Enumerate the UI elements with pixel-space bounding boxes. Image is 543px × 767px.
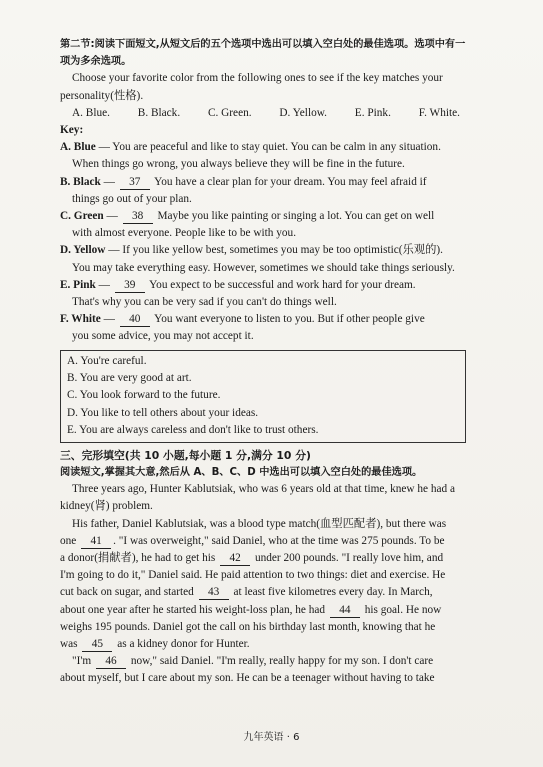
passage-text: about one year after he started his weight-loss plan, he had: [60, 603, 326, 616]
key-a-text: — You are peaceful and like to stay quiet. You can be calm in any situation.: [95, 141, 441, 154]
key-c-line-1: [60, 208, 466, 225]
key-c-dash: —: [103, 210, 121, 223]
passage-text: one: [60, 534, 77, 547]
color-option-d: D. Yellow.: [279, 106, 327, 119]
key-e-head: E. Pink: [60, 278, 96, 291]
blank-45: 45: [82, 638, 112, 652]
key-e-line-2: That's why you can be very sad if you can't do things well.: [72, 296, 337, 309]
exam-content: [60, 36, 466, 688]
color-options: [60, 105, 466, 122]
color-option-e: E. Pink.: [354, 106, 391, 119]
passage-text: his goal. He now: [364, 603, 442, 616]
passage-p2-line-2: [60, 533, 466, 550]
key-b-line-1: [60, 174, 466, 191]
key-c-text: Maybe you like painting or singing a lot. You can get on well: [154, 210, 435, 223]
passage-p1-line-1: Three years ago, Hunter Kablutsiak, who was 6 years old at that time, knew he had a: [72, 483, 456, 496]
passage-text: under 200 pounds. "I really love him, and: [254, 551, 444, 564]
key-d-line-2: You may take everything easy. However, sometimes we should take things seriously.: [72, 261, 455, 274]
key-e-line-1: [60, 277, 466, 294]
passage-p1-line-2: kidney(肾) problem.: [60, 500, 153, 513]
color-option-b: B. Black.: [137, 106, 181, 119]
passage-text: as a kidney donor for Hunter.: [117, 637, 250, 650]
key-c-head: C. Green: [60, 210, 104, 223]
key-b-line-2: things go out of your plan.: [72, 192, 192, 205]
page-footer: 九年英语 · 6: [243, 732, 300, 743]
blank-44: 44: [330, 604, 360, 618]
passage-p3-line-2: about myself, but I care about my son. He can be a teenager without having to take: [60, 672, 435, 685]
key-d-line-1: [60, 242, 466, 259]
color-option-c: C. Green.: [207, 106, 252, 119]
passage-text: was: [60, 637, 78, 650]
passage-p2-line-6: [60, 602, 466, 619]
blank-40: 40: [120, 313, 150, 327]
section2-title-cont: 项为多余选项。: [60, 56, 132, 68]
blank-39: 39: [115, 279, 145, 293]
key-b-dash: —: [100, 175, 118, 188]
key-label: Key:: [60, 124, 84, 137]
key-f-head: F. White: [60, 313, 101, 326]
passage-text: "I'm: [72, 655, 92, 668]
section3-title: 三、完形填空(共 10 小题,每小题 1 分,满分 10 分): [60, 448, 311, 462]
passage-p2-line-3: [60, 550, 466, 567]
key-d-text: — If you like yellow best, sometimes you may be too optimistic(乐观的).: [105, 244, 444, 257]
key-a-head: A. Blue: [60, 141, 96, 154]
passage-p2-line-4: I'm going to do it," Daniel said. He paid attention to two things: diet and exercise. He: [60, 569, 446, 582]
key-f-dash: —: [100, 313, 118, 326]
blank-38: 38: [123, 210, 153, 224]
section3-instruction: 阅读短文,掌握其大意,然后从 A、B、C、D 中选出可以填入空白处的最佳选项。: [60, 466, 423, 478]
answer-option-e: E. You are always careless and don't like to trust others.: [67, 424, 319, 437]
intro-line-1: Choose your favorite color from the following ones to see if the key matches your: [72, 72, 443, 85]
key-f-text: You want everyone to listen to you. But if other people give: [151, 313, 425, 326]
passage-text: now," said Daniel. "I'm really, really happy for my son. I don't care: [130, 655, 434, 668]
passage-text: cut back on sugar, and started: [60, 586, 194, 599]
intro-line-2: personality(性格).: [60, 89, 144, 102]
key-e-text: You expect to be successful and work hard for your dream.: [146, 278, 416, 291]
key-a-line-1: [60, 139, 466, 156]
answer-option-b: B. You are very good at art.: [67, 372, 192, 385]
blank-42: 42: [220, 552, 250, 566]
answer-options-box: [60, 350, 466, 443]
passage-text: at least five kilometres every day. In March,: [233, 586, 433, 599]
passage-p2-line-8: [60, 636, 466, 653]
key-f-line-2: you some advice, you may not accept it.: [72, 330, 254, 343]
passage-p2-line-7: weighs 195 pounds. Daniel got the call on his birthday last month, knowing that he: [60, 620, 436, 633]
blank-37: 37: [120, 176, 150, 190]
passage-p2-line-1: His father, Daniel Kablutsiak, was a blood type match(血型匹配者), but there was: [72, 517, 447, 530]
key-d-head: D. Yellow: [60, 244, 106, 257]
blank-46: 46: [96, 655, 126, 669]
key-a-line-2: When things go wrong, you always believe they will be fine in the future.: [72, 158, 405, 171]
passage-text: a donor(捐献者), he had to get his: [60, 551, 216, 564]
key-f-line-1: [60, 311, 466, 328]
blank-43: 43: [199, 586, 229, 600]
answer-option-c: C. You look forward to the future.: [67, 389, 221, 402]
key-b-text: You have a clear plan for your dream. You may feel afraid if: [151, 175, 427, 188]
key-e-dash: —: [95, 278, 113, 291]
color-option-f: F. White.: [418, 106, 460, 119]
blank-41: 41: [81, 535, 111, 549]
passage-p3-line-1: [60, 653, 466, 670]
passage-p2-line-5: [60, 584, 466, 601]
key-c-line-2: with almost everyone. People like to be with you.: [72, 227, 297, 240]
answer-option-d: D. You like to tell others about your ideas.: [67, 406, 259, 419]
color-option-a: A. Blue.: [72, 106, 110, 119]
key-b-head: B. Black: [60, 175, 101, 188]
passage-text: . "I was overweight," said Daniel, who at the time was 275 pounds. To be: [113, 534, 445, 547]
section2-title: 第二节:阅读下面短文,从短文后的五个选项中选出可以填入空白处的最佳选项。选项中有一: [60, 39, 466, 50]
answer-option-a: A. You're careful.: [67, 354, 147, 367]
